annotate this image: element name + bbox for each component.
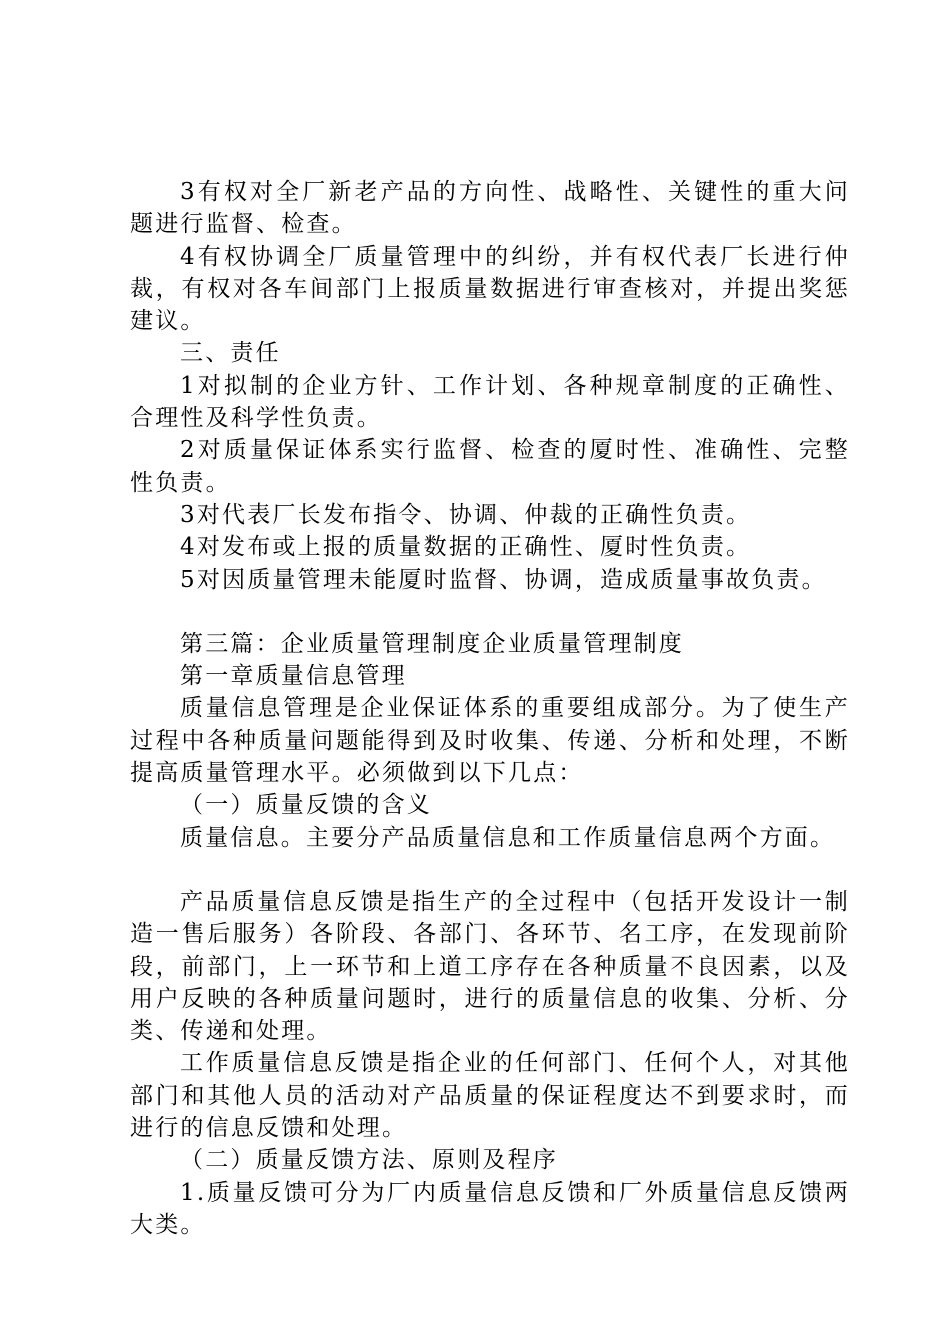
paragraph-responsibility-2: 2对质量保证体系实行监督、检查的厦时性、准确性、完整性负责。: [130, 437, 850, 496]
paragraph-gap: [130, 854, 850, 886]
section-heading-responsibility: 三、责任: [180, 340, 281, 367]
section-title-quality-info: 第一章质量信息管理: [180, 663, 407, 690]
paragraph-right-3: 3有权对全厂新老产品的方向性、战略性、关键性的重大问题进行监督、检查。: [130, 179, 850, 238]
paragraph-work-feedback: 工作质量信息反馈是指企业的任何部门、任何个人，对其他部门和其他人员的活动对产品质量的保证程度达不到要求时，而进行的信息反馈和处理。: [130, 1050, 850, 1142]
paragraph-product-feedback: 产品质量信息反馈是指生产的全过程中（包括开发设计一制造一售后服务）各阶段、各部门、各环节、名工序，在发现前阶段，前部门，上一环节和上道工序存在各种质量不良因素，以及用户反映的各种质量问题时，进行的质量信息的收集、分析、分类、传递和处理。: [130, 888, 850, 1045]
subsection-heading-feedback-meaning: （一）质量反馈的含义: [180, 792, 432, 819]
paragraph-responsibility-5: 5对因质量管理未能厦时监督、协调，造成质量事故负责。: [180, 566, 827, 593]
paragraph-responsibility-4: 4对发布或上报的质量数据的正确性、厦时性负责。: [180, 534, 752, 561]
paragraph-responsibility-3: 3对代表厂长发布指令、协调、仲裁的正确性负责。: [180, 501, 752, 528]
paragraph-quality-info-intro: 质量信息管理是企业保证体系的重要组成部分。为了使生产过程中各种质量问题能得到及时收集、传递、分析和处理，不断提高质量管理水平。必须做到以下几点：: [130, 695, 850, 787]
paragraph-gap: [130, 596, 850, 628]
paragraph-right-4: 4有权协调全厂质量管理中的纠纷，并有权代表厂长进行仲裁，有权对各车间部门上报质量数据进行审查核对，并提出奖惩建议。: [130, 243, 850, 335]
chapter-title: 第三篇：企业质量管理制度企业质量管理制度: [180, 630, 684, 657]
paragraph-feedback-categories: 1.质量反馈可分为厂内质量信息反馈和厂外质量信息反馈两大类。: [130, 1179, 850, 1238]
paragraph-responsibility-1: 1对拟制的企业方针、工作计划、各种规章制度的正确性、合理性及科学性负责。: [130, 372, 850, 432]
document-body: [130, 176, 850, 1241]
subsection-heading-feedback-method: （二）质量反馈方法、原则及程序: [180, 1147, 558, 1174]
paragraph-quality-info-types: 质量信息。主要分产品质量信息和工作质量信息两个方面。: [180, 824, 836, 851]
